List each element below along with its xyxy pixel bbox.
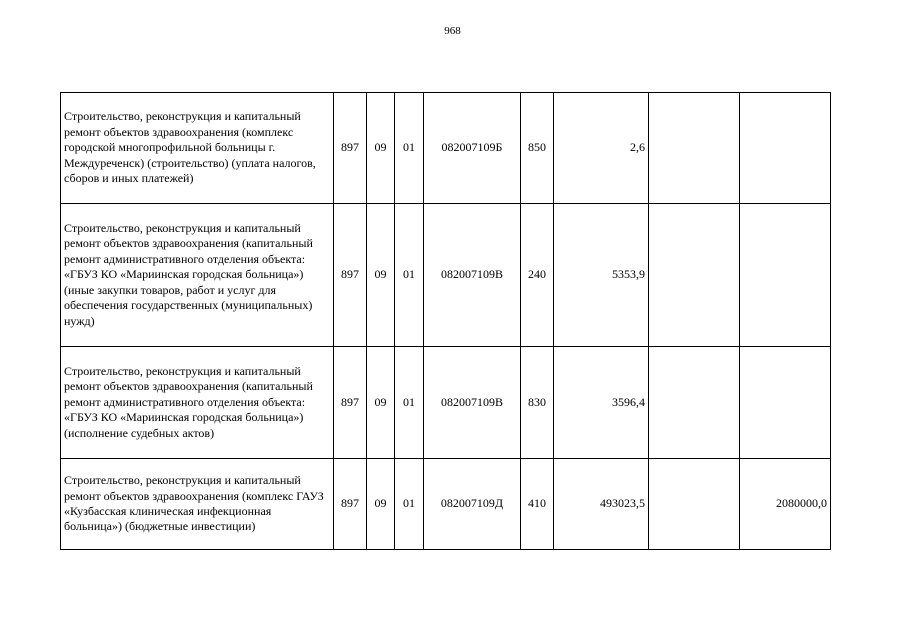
amount-year-3: 2080000,0 — [740, 459, 831, 550]
target-code: 082007109Б — [424, 93, 521, 204]
ministry-code: 897 — [334, 347, 367, 459]
row-description: Строительство, реконструкция и капитальный ремонт объектов здравоохранения (комплекс ГАУЗ «Кузбасская клиническая инфекционная больница») (бюджетные инвестиции) — [61, 459, 334, 550]
amount-year-1: 5353,9 — [554, 204, 649, 347]
amount-year-1: 493023,5 — [554, 459, 649, 550]
table-row — [61, 93, 831, 204]
budget-table — [60, 92, 831, 550]
row-description: Строительство, реконструкция и капитальный ремонт объектов здравоохранения (комплекс городской многопрофильной больницы г. Междуреченск) (строительство) (уплата налогов, сборов и иных платежей) — [61, 93, 334, 204]
expense-type-code: 240 — [521, 204, 554, 347]
table-row — [61, 204, 831, 347]
section-code: 09 — [367, 93, 395, 204]
row-description: Строительство, реконструкция и капитальный ремонт объектов здравоохранения (капитальный ремонт административного отделения объекта: «ГБУЗ КО «Мариинская городская больница») (исполнение судебных актов) — [61, 347, 334, 459]
target-code: 082007109В — [424, 204, 521, 347]
ministry-code: 897 — [334, 93, 367, 204]
subsection-code: 01 — [395, 204, 424, 347]
section-code: 09 — [367, 347, 395, 459]
amount-year-1: 3596,4 — [554, 347, 649, 459]
ministry-code: 897 — [334, 459, 367, 550]
subsection-code: 01 — [395, 459, 424, 550]
amount-year-1: 2,6 — [554, 93, 649, 204]
target-code: 082007109В — [424, 347, 521, 459]
amount-year-2 — [649, 347, 740, 459]
amount-year-2 — [649, 204, 740, 347]
amount-year-3 — [740, 93, 831, 204]
row-description: Строительство, реконструкция и капитальный ремонт объектов здравоохранения (капитальный ремонт административного отделения объекта: «ГБУЗ КО «Мариинская городская больница») (иные закупки товаров, работ и услуг для обеспечения государственных (муниципальных) нужд) — [61, 204, 334, 347]
expense-type-code: 830 — [521, 347, 554, 459]
section-code: 09 — [367, 459, 395, 550]
subsection-code: 01 — [395, 93, 424, 204]
table-row — [61, 347, 831, 459]
amount-year-3 — [740, 204, 831, 347]
ministry-code: 897 — [334, 204, 367, 347]
target-code: 082007109Д — [424, 459, 521, 550]
page-number: 968 — [444, 25, 461, 37]
amount-year-2 — [649, 459, 740, 550]
amount-year-2 — [649, 93, 740, 204]
table-row — [61, 459, 831, 550]
amount-year-3 — [740, 347, 831, 459]
subsection-code: 01 — [395, 347, 424, 459]
expense-type-code: 410 — [521, 459, 554, 550]
expense-type-code: 850 — [521, 93, 554, 204]
section-code: 09 — [367, 204, 395, 347]
